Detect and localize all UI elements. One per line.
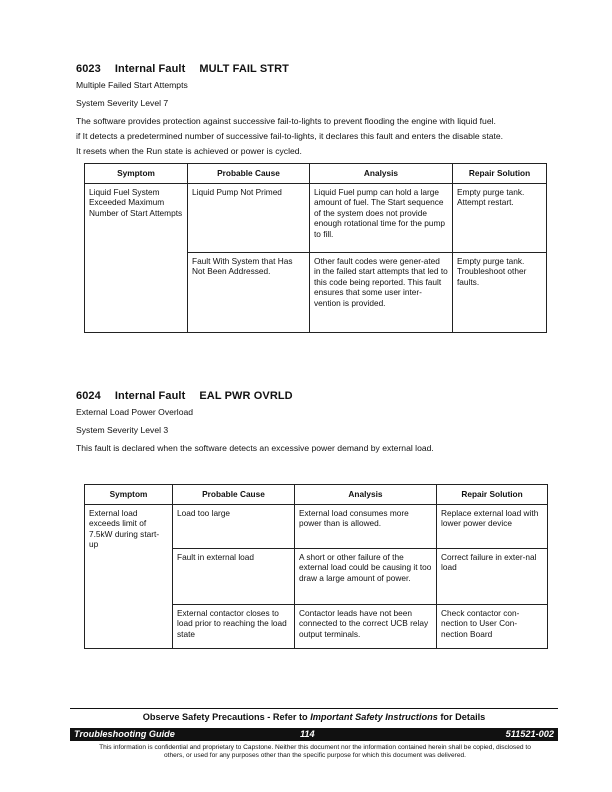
fault-description-line: The software provides protection against successive fail-to-lights to prevent flooding the engine with liquid fuel. <box>76 116 496 126</box>
safety-notice <box>70 712 558 722</box>
fault-subtitle: Multiple Failed Start Attempts <box>76 80 188 90</box>
analysis-cell: A short or other failure of the external load could be causing it too draw a large amount of power. <box>295 548 437 604</box>
fault-6024-heading <box>76 390 293 402</box>
guide-title: Troubleshooting Guide <box>74 729 175 739</box>
solution-cell: Check contactor con-nection to User Con-nection Board <box>437 604 548 648</box>
table-row <box>85 183 547 252</box>
cause-cell: Fault in external load <box>173 548 295 604</box>
fault-code: 6024 <box>76 390 101 402</box>
column-header: Analysis <box>295 485 437 505</box>
fault-description-line: It resets when the Run state is achieved or power is cycled. <box>76 146 302 156</box>
cause-cell: External contactor closes to load prior to reaching the load state <box>173 604 295 648</box>
document-number: 511521-002 <box>505 729 554 739</box>
cause-cell: Liquid Pump Not Primed <box>188 183 310 252</box>
footer-divider <box>70 708 558 709</box>
table-header-row <box>85 485 548 505</box>
symptom-cell: External load exceeds limit of 7.5kW during start-up <box>85 504 173 648</box>
fault-type: Internal Fault <box>114 390 186 402</box>
fault-name: EAL PWR OVRLD <box>199 390 293 402</box>
column-header: Symptom <box>85 485 173 505</box>
solution-cell: Empty purge tank. Attempt restart. <box>453 183 547 252</box>
analysis-cell: Contactor leads have not been connected to the correct UCB relay output terminals. <box>295 604 437 648</box>
column-header: Symptom <box>85 164 188 184</box>
solution-cell: Correct failure in exter-nal load <box>437 548 548 604</box>
fault-severity: System Severity Level 3 <box>76 425 169 435</box>
confidentiality-note: This information is confidential and proprietary to Capstone. Neither this document nor the information contained herein shall be copied, disclosed to others, or used for any purposes other than the specific purpose for which this document was delivered. <box>99 744 531 760</box>
analysis-cell: External load consumes more power than is allowed. <box>295 504 437 548</box>
fault-description-line: This fault is declared when the software detects an excessive power demand by external load. <box>76 443 434 453</box>
column-header: Probable Cause <box>173 485 295 505</box>
fault-type: Internal Fault <box>114 63 186 75</box>
fault-severity: System Severity Level 7 <box>76 98 169 108</box>
fault-code: 6023 <box>76 63 101 75</box>
table-row <box>85 504 548 548</box>
cause-cell: Load too large <box>173 504 295 548</box>
analysis-cell: Other fault codes were gener-ated in the failed start attempts that led to this code being reported. This fault ensures that some user inter-vention is provided. <box>310 252 453 332</box>
safety-link-text: Important Safety Instructions <box>310 712 438 722</box>
fault-description-line: if It detects a predetermined number of successive fail-to-lights, it declares this fault and enters the disable state. <box>76 131 504 141</box>
solution-cell: Replace external load with lower power device <box>437 504 548 548</box>
page-number: 114 <box>300 729 315 739</box>
cause-cell: Fault With System that Has Not Been Addressed. <box>188 252 310 332</box>
fault-6023-table <box>84 163 547 333</box>
footer-bar <box>70 728 558 741</box>
column-header: Repair Solution <box>453 164 547 184</box>
safety-prefix: Observe Safety Precautions - Refer to <box>142 712 311 722</box>
fault-6023-heading <box>76 63 289 75</box>
column-header: Probable Cause <box>188 164 310 184</box>
fault-subtitle: External Load Power Overload <box>76 407 194 417</box>
fault-name: MULT FAIL STRT <box>199 63 289 75</box>
fault-6024-table <box>84 484 548 649</box>
safety-suffix: for Details <box>437 712 486 722</box>
table-header-row <box>85 164 547 184</box>
column-header: Repair Solution <box>437 485 548 505</box>
analysis-cell: Liquid Fuel pump can hold a large amount of fuel. The Start sequence of the system does not provide enough rotational time for the pump to fill. <box>310 183 453 252</box>
column-header: Analysis <box>310 164 453 184</box>
symptom-cell: Liquid Fuel System Exceeded Maximum Number of Start Attempts <box>85 183 188 332</box>
solution-cell: Empty purge tank. Troubleshoot other faults. <box>453 252 547 332</box>
